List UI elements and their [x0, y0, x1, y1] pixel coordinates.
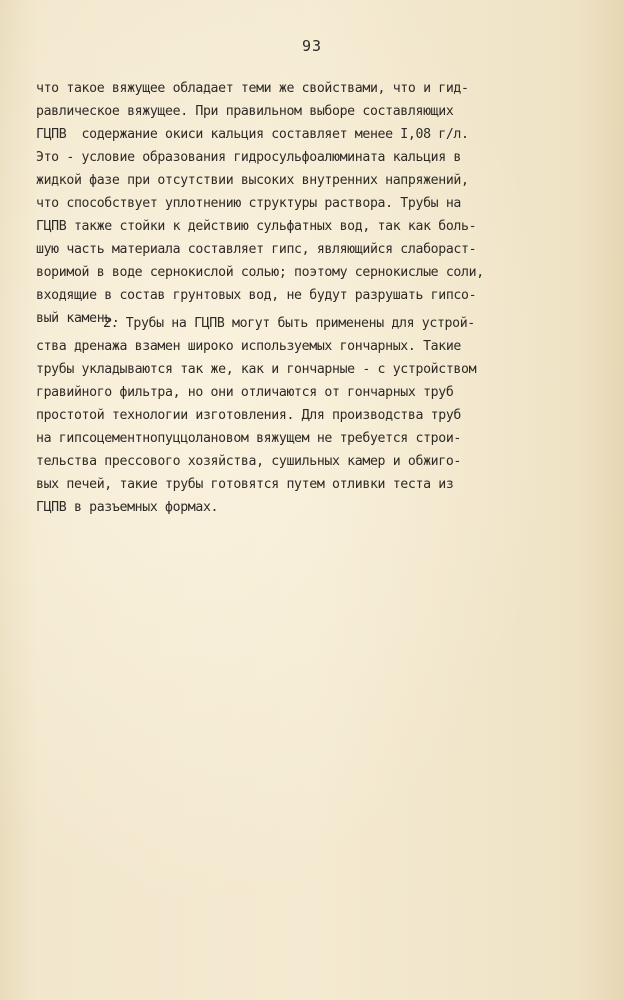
text-line: воримой в воде сернокислой солью; поэтому сернокислые соли,: [36, 265, 484, 280]
text-line: вый камень.: [36, 311, 120, 326]
text-line: вых печей, такие трубы готовятся путем отливки теста из: [36, 477, 454, 492]
text-line: шую часть материала составляет гипс, являющийся слабораст-: [36, 242, 477, 257]
text-line: что способствует уплотнению структуры раствора. Трубы на: [36, 196, 462, 211]
text-line: входящие в состав грунтовых вод, не будут разрушать гипсо-: [36, 288, 477, 303]
text-line: ства дренажа взамен широко используемых гончарных. Такие: [36, 339, 462, 354]
text-line: жидкой фазе при отсутствии высоких внутренних напряжений,: [36, 173, 469, 188]
text-line: гравийного фильтра, но они отличаются от гончарных труб: [36, 385, 454, 400]
text-line: ГЦПВ также стойки к действию сульфатных вод, так как боль-: [36, 219, 477, 234]
text-line: тельства прессового хозяйства, сушильных камер и обжиго-: [36, 454, 462, 469]
text-line: простотой технологии изготовления. Для производства труб: [36, 408, 462, 423]
text-line: ГЦПВ содержание окиси кальция составляет менее I,08 г/л.: [36, 127, 469, 142]
text-line: трубы укладываются так же, как и гончарные - с устройством: [36, 362, 477, 377]
text-line: 2. Трубы на ГЦПВ могут быть применены для устрой-: [103, 316, 475, 331]
text-line: что такое вяжущее обладает теми же свойствами, что и гид-: [36, 81, 469, 96]
page-number: 93: [301, 37, 323, 55]
text-line: Это - условие образования гидросульфоалюмината кальция в: [36, 150, 462, 165]
text-line: на гипсоцементнопуццолановом вяжущем не требуется строи-: [36, 431, 462, 446]
text-line: равлическое вяжущее. При правильном выборе составляющих: [36, 104, 454, 119]
text-line: ГЦПВ в разъемных формах.: [36, 500, 219, 515]
